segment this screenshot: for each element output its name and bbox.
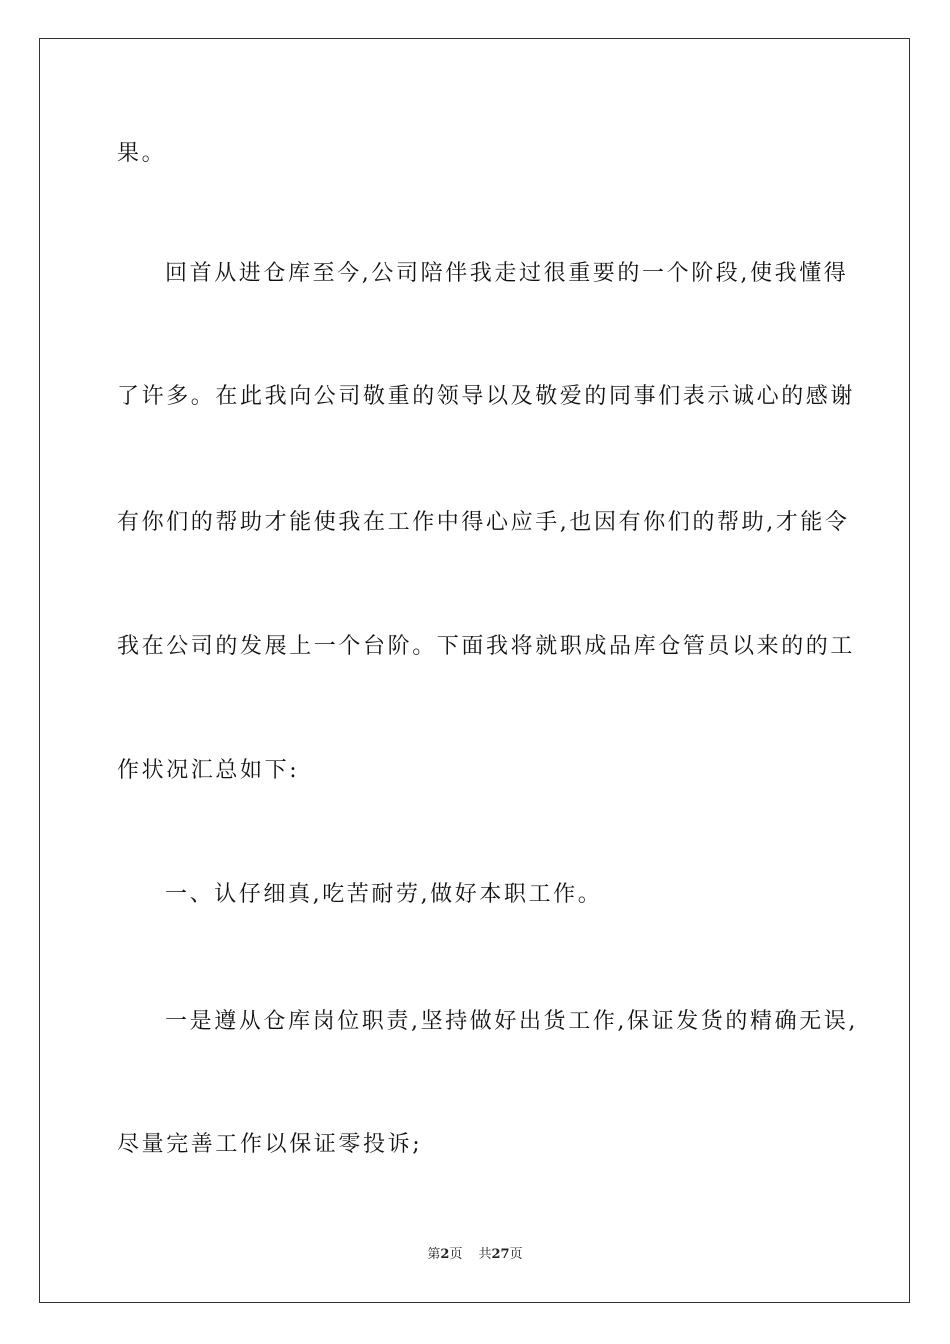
footer-page-prefix: 第	[427, 1247, 441, 1262]
footer-page-suffix: 页	[449, 1247, 463, 1262]
body-text-line: 尽量完善工作以保证零投诉;	[117, 1132, 423, 1157]
page-border	[39, 38, 910, 1303]
body-text-line: 了许多。在此我向公司敬重的领导以及敬爱的同事们表示诚心的感谢	[117, 384, 856, 409]
body-text-line: 有你们的帮助才能使我在工作中得心应手,也因有你们的帮助,才能令	[117, 510, 850, 535]
footer-page-number: 2	[440, 1247, 450, 1262]
body-text-line: 作状况汇总如下:	[117, 758, 300, 783]
section-heading: 一、认仔细真,吃苦耐劳,做好本职工作。	[165, 882, 603, 907]
body-text-line: 我在公司的发展上一个台阶。下面我将就职成品库仓管员以来的的工	[117, 634, 856, 659]
body-text-line: 回首从进仓库至今,公司陪伴我走过很重要的一个阶段,使我懂得	[165, 261, 849, 286]
footer-total-number: 27	[491, 1247, 510, 1262]
body-text-line: 一是遵从仓库岗位职责,坚持做好出货工作,保证发货的精确无误,	[165, 1009, 858, 1034]
footer-total-prefix: 共	[478, 1247, 492, 1262]
footer-total-suffix: 页	[509, 1247, 523, 1262]
body-text-line: 果。	[117, 141, 167, 166]
page-footer	[0, 1246, 950, 1264]
